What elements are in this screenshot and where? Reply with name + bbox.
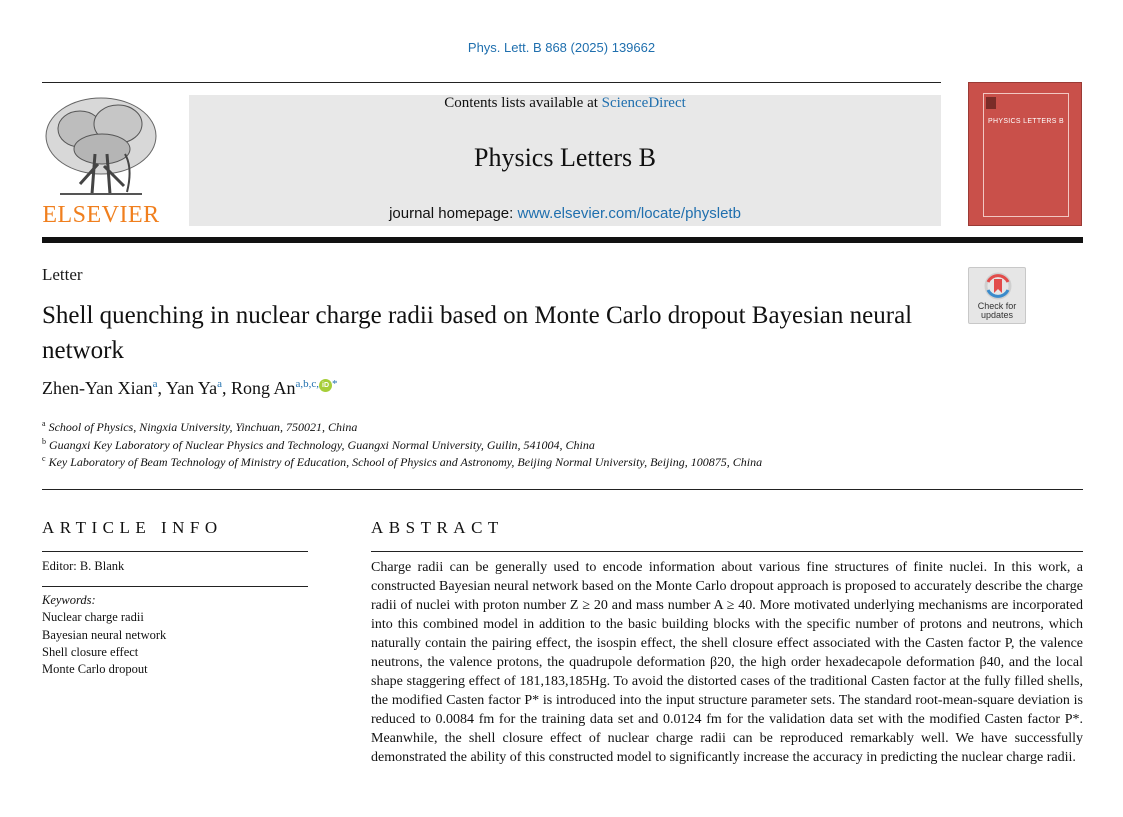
author-name[interactable]: Yan Ya	[165, 378, 218, 398]
keyword-item[interactable]: Nuclear charge radii	[42, 610, 144, 624]
keyword-item[interactable]: Monte Carlo dropout	[42, 662, 148, 676]
article-info-rule	[42, 551, 308, 552]
keyword-item[interactable]: Shell closure effect	[42, 645, 139, 659]
journal-title: Physics Letters B	[474, 143, 656, 172]
cover-logo-icon	[986, 97, 996, 109]
publisher-name: ELSEVIER	[42, 202, 160, 228]
contents-line	[189, 95, 941, 112]
header-top-rule	[42, 82, 941, 83]
article-info-heading: ARTICLE INFO	[42, 518, 223, 537]
crossmark-icon	[984, 272, 1012, 300]
article-title: Shell quenching in nuclear charge radii based on Monte Carlo dropout Bayesian neural network	[42, 302, 913, 364]
affiliation	[42, 437, 595, 453]
corresponding-author-mark[interactable]: *	[332, 378, 338, 390]
affiliation-label: c	[42, 454, 46, 463]
keyword-item[interactable]: Bayesian neural network	[42, 628, 167, 642]
homepage-prefix: journal homepage:	[389, 205, 518, 222]
header-bottom-rule	[42, 237, 1083, 243]
keywords-label: Keywords:	[42, 593, 96, 607]
affiliation-text: School of Physics, Ningxia University, Yinchuan, 750021, China	[48, 420, 358, 434]
abstract-text: Charge radii can be generally used to encode information about various fine structures of finite nuclei. In this work, a constructed Bayesian neural network based on the Monte Carlo dropout approach is proposed to accurately describe the charge radii of nuclei with proton number Z ≥ 20 and mass number A ≥ 40. More motivated underlying mechanisms are incorporated into this combined model in addition to the basic building blocks with the specific number of protons and neutrons, which naturally contain the pairing effect, the isospin effect, the shell closure effect associated with the Casten factor P, the valence neutrons, the valence protons, the quadrupole deformation β20, the high order hexadecapole deformation β40, and the local shape staggering effect of 181,183,185Hg. To avoid the distorted cases of the traditional Casten factor at the fully filled shells, the modified Casten factor P* is introduced into the input structure parameter sets. The standard root-mean-square deviation is reduced to 0.0084 fm for the training data set and 0.0124 fm for the validation data set with the modified Casten factor P*. Meanwhile, the shell closure effect of nuclear charge radii can be reproduced remarkably well. We have successfully demonstrated the ability of this constructed model to significantly increase the accuracy in predicting the nuclear charge radii.	[371, 560, 1083, 765]
sciencedirect-link[interactable]: ScienceDirect	[601, 95, 686, 111]
author-affil-sup[interactable]: a	[217, 378, 222, 390]
contents-prefix: Contents lists available at	[444, 95, 602, 111]
journal-cover[interactable]	[968, 82, 1082, 226]
check-for-updates-button[interactable]	[968, 267, 1026, 324]
affiliation	[42, 419, 357, 435]
editor-line: Editor: B. Blank	[42, 559, 125, 573]
orcid-icon[interactable]: iD	[319, 379, 332, 392]
journal-citation[interactable]: Phys. Lett. B 868 (2025) 139662	[467, 40, 656, 55]
journal-homepage-line	[189, 205, 941, 222]
author-name[interactable]: Zhen-Yan Xian	[42, 378, 153, 398]
cover-title: PHYSICS LETTERS B	[988, 118, 1064, 125]
article-type: Letter	[42, 265, 83, 284]
affiliation	[42, 454, 762, 470]
affiliation-text: Key Laboratory of Beam Technology of Ministry of Education, School of Physics and Astronomy, Beijing Normal University, Beijing, 100875, China	[48, 455, 763, 469]
affiliation-label: a	[42, 419, 46, 428]
elsevier-tree-icon	[40, 94, 162, 200]
affiliations-bottom-rule	[42, 489, 1083, 490]
check-for-updates-label	[969, 302, 1025, 320]
publisher-logo[interactable]	[40, 94, 162, 226]
affiliation-label: b	[42, 437, 46, 446]
author-affil-sup[interactable]: a	[152, 378, 158, 390]
author-name[interactable]: Rong An	[231, 378, 296, 398]
check-label-line1: Check for	[977, 301, 1017, 311]
author-affil-sup[interactable]: a,b,c,	[295, 378, 320, 390]
editor-rule	[42, 586, 308, 587]
abstract-rule	[371, 551, 1083, 552]
cover-frame	[983, 93, 1069, 217]
abstract-heading: ABSTRACT	[371, 518, 504, 537]
affiliation-text: Guangxi Key Laboratory of Nuclear Physics and Technology, Guangxi Normal University, Guilin, 541004, China	[49, 438, 595, 452]
homepage-link[interactable]: www.elsevier.com/locate/physletb	[517, 205, 741, 222]
author-list: Zhen-Yan Xian$^a$, Yan Ya$^a$, Rong $An^{a,b,c,}$ iD *	[42, 378, 338, 398]
check-label-line2: updates	[980, 310, 1014, 320]
journal-header	[189, 95, 941, 226]
